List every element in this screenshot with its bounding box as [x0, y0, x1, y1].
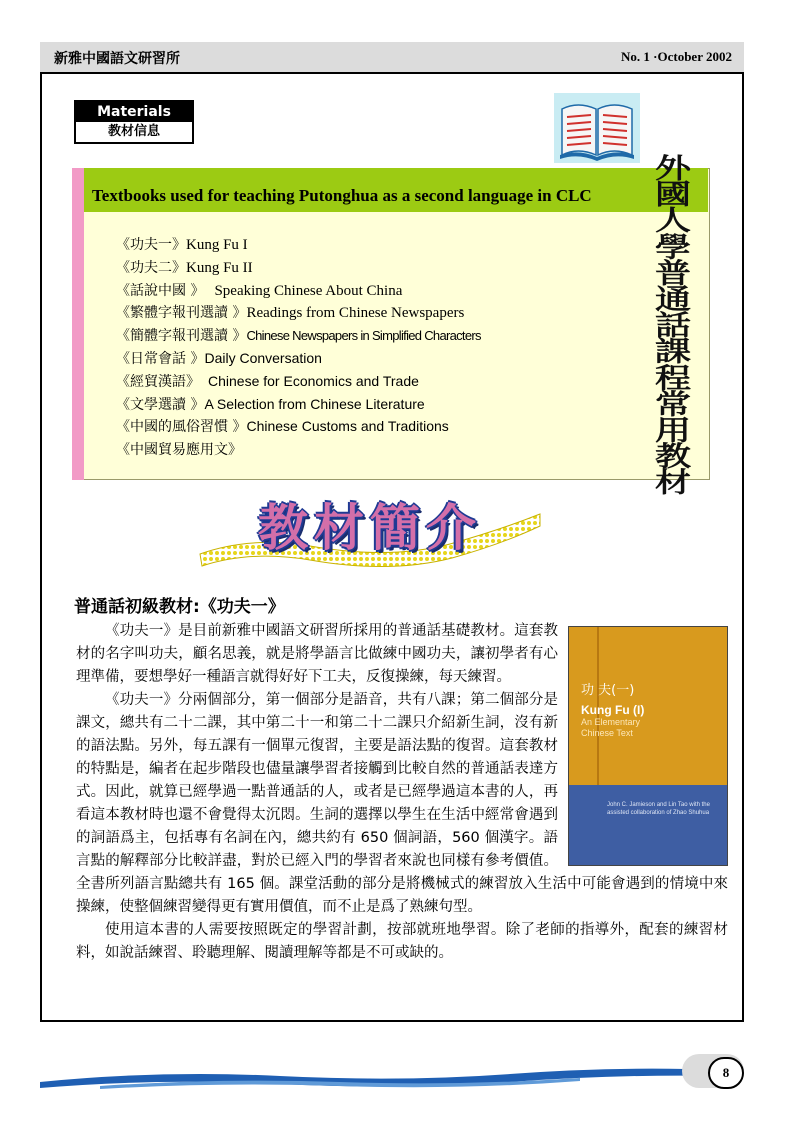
list-item: [116, 438, 481, 461]
vertical-title-char: 普: [654, 257, 691, 290]
list-item: [116, 347, 481, 370]
article-body: [76, 620, 728, 965]
book-title-en: Chinese for Economics and Trade: [208, 372, 419, 389]
textbook-list: [116, 233, 481, 461]
section-label-en: Materials: [76, 102, 192, 122]
vertical-title-char: 國: [654, 179, 691, 211]
frame-right-border: [742, 74, 744, 1022]
book-title-en: Kung Fu II: [186, 259, 253, 276]
page-header: [40, 42, 744, 74]
vertical-title-char: 外: [654, 153, 691, 185]
vertical-title-char: 通: [654, 284, 691, 316]
book-title-en: Readings from Chinese Newspapers: [246, 305, 465, 322]
book-title-en: A Selection from Chinese Literature: [204, 395, 425, 412]
vertical-title-char: 學: [654, 231, 691, 263]
book-title-zh: 《日常會話 》: [116, 350, 205, 367]
list-item: [116, 256, 481, 279]
book-title-zh: 《中國的風俗習慣 》: [116, 419, 247, 436]
org-name: 新雅中國語文研習所: [54, 51, 180, 67]
book-title-zh: 《功夫一》: [116, 237, 186, 253]
book-title-en: Speaking Chinese About China: [214, 282, 403, 299]
book-title-zh: 《簡體字報刊選讀 》: [116, 328, 247, 345]
book-title-zh: 《中國貿易應用文》: [116, 442, 242, 459]
footer-wave-decoration: [40, 1052, 720, 1092]
list-item: [116, 279, 481, 302]
vertical-title-char: 材: [654, 467, 691, 499]
list-item: [116, 393, 481, 416]
book-title-zh: 《功夫二》: [116, 259, 186, 276]
book-cover-image: [568, 626, 728, 866]
vertical-title-char: 課: [654, 336, 691, 368]
open-book-icon: [554, 93, 640, 163]
book-title-zh: 《經貿漢語》: [116, 373, 200, 390]
article-paragraph: 《功夫一》分兩個部分，第一個部分是語音，共有八課；第二個部分是課文，總共有二十二課，其中第二十一和第二十二課只介紹新生詞，沒有新的語法點。另外，每五課有一個單元復習，主要是語法點的復習。這套教材的特點是，編者在起步階段也儘量讓學習者接觸到比較自然的普通話表達方式。因此，就算已經學過一點普通話的人，或者是已經學過這本書的人，再看這本教材時也還不會覺得太沉悶。生詞的選擇以學生在生活中經常會遇到的詞語爲主，包括專有名詞在內，總共約有 650 個詞語，560 個漢字。語言點的解釋部分比較詳盡，對於已經入門的學習者來說也同樣有參考價值。全書所列語言點總共有 165 個。課堂活動的部分是將機械式的練習放入生活中可能會遇到的情境中來操練，使整個練習變得更有實用價值，而不止是爲了熟練句型。: [76, 692, 728, 915]
list-item: [116, 324, 481, 347]
vertical-title: [651, 153, 695, 499]
article-paragraph: 使用這本書的人需要按照既定的學習計劃，按部就班地學習。除了老師的指導外，配套的練習材料，如說話練習、聆聽理解、閱讀理解等都是不可或缺的。: [76, 922, 728, 961]
list-item: [116, 301, 481, 324]
vertical-title-char: 用: [654, 415, 691, 447]
book-title-zh: 《文學選讀 》: [116, 396, 205, 413]
article-paragraph: 《功夫一》是目前新雅中國語文研習所採用的普通話基礎教材。這套教材的名字叫功夫，顧名思義，就是將學語言比做練中國功夫，讓初學者有心理準備，要想學好一種語言就得好好下工夫，反復操練，每天練習。: [76, 623, 558, 685]
section-label-zh: 教材信息: [76, 122, 192, 142]
cover-blue-band: [569, 785, 727, 865]
list-item: [116, 370, 481, 393]
section-label: [74, 100, 194, 144]
frame-left-border: [40, 74, 42, 1022]
cover-subtitle: An Elementary Chinese Text: [581, 717, 641, 738]
vertical-title-char: 人: [654, 205, 691, 237]
vertical-title-char: 話: [654, 310, 691, 342]
frame-bottom-border: [40, 1020, 744, 1022]
article-title: 普通話初級教材:《功夫一》: [74, 597, 285, 617]
cover-title-en: Kung Fu (I): [581, 703, 645, 717]
book-title-zh: 《話說中國 》: [116, 282, 205, 299]
book-title-en: Daily Conversation: [204, 349, 322, 366]
list-item: [116, 415, 481, 438]
issue-label: No. 1 ·October 2002: [621, 49, 732, 64]
vertical-title-char: 常: [654, 388, 691, 421]
page-number: 8: [708, 1057, 744, 1089]
list-item: [116, 233, 481, 256]
book-title-en: Chinese Customs and Traditions: [246, 418, 449, 435]
book-title-en: Kung Fu I: [186, 237, 248, 253]
vertical-title-char: 程: [654, 362, 691, 394]
book-title-en: Chinese Newspapers in Simplified Characters: [246, 328, 481, 344]
panel-accent-bar: [72, 168, 84, 480]
banner-title: 教材簡介: [258, 498, 482, 557]
cover-authors: John C. Jamieson and Lin Tao with the assisted collaboration of Zhao Shuhua: [607, 802, 710, 816]
book-title-zh: 《繁體字報刊選讀 》: [116, 305, 247, 322]
cover-title-zh: 功 夫(一): [581, 683, 635, 698]
vertical-title-char: 教: [654, 441, 691, 473]
panel-title: Textbooks used for teaching Putonghua as a second language in CLC: [92, 186, 592, 205]
